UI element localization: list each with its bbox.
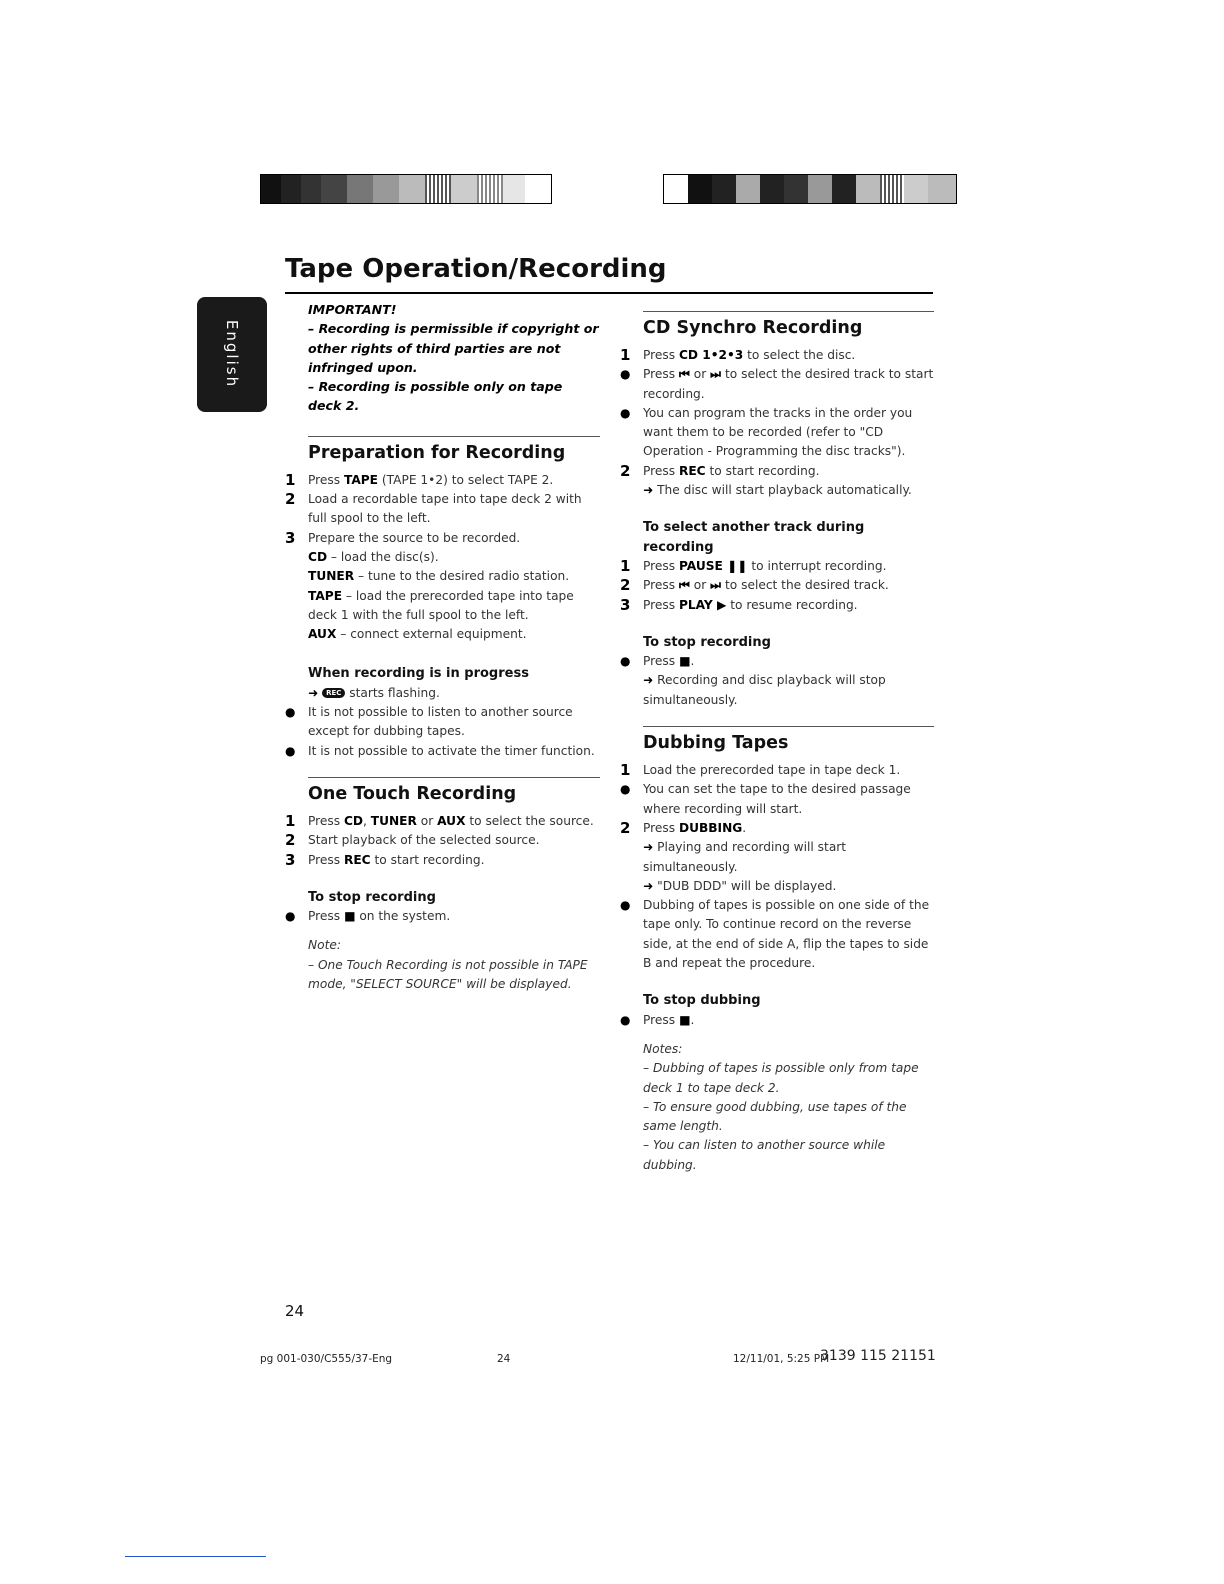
step-number: 2 [285, 831, 296, 850]
step-2 [285, 490, 600, 529]
step-2 [620, 819, 934, 838]
text: – connect external equipment. [336, 627, 527, 642]
bullet-icon: ● [285, 705, 296, 720]
step-number: 1 [620, 761, 631, 780]
step-number: 2 [620, 461, 631, 480]
text: to select the disc. [743, 348, 856, 362]
step-2 [285, 831, 600, 850]
text: – load the disc(s). [327, 549, 439, 564]
text: Press [308, 909, 344, 924]
text: . [690, 654, 695, 669]
text: (TAPE 1•2) to select TAPE 2. [378, 472, 554, 487]
subheading-stop-recording: To stop recording [643, 634, 771, 650]
text: , [363, 813, 371, 828]
bullet-item [620, 652, 934, 671]
bullet-text: You can set the tape to the desired passage where recording will start. [643, 782, 911, 816]
text: or [689, 367, 711, 382]
key-label: AUX [437, 813, 466, 828]
step-number: 3 [620, 595, 631, 614]
arrow-icon: ➜ [643, 483, 654, 498]
previous-track-icon: ⏮ [678, 578, 690, 593]
notes-title: Notes: [643, 1041, 683, 1056]
arrow-result [308, 684, 600, 703]
subheading-select-another-track: To select another track during recording [643, 520, 865, 555]
next-track-icon: ⏭ [710, 367, 722, 382]
section-title-one-touch: One Touch Recording [308, 783, 517, 804]
text: Press [643, 578, 679, 593]
step-1 [620, 346, 934, 365]
rec-icon: REC [322, 688, 345, 698]
bullet-item [620, 404, 934, 462]
note-text: – Dubbing of tapes is possible only from tape deck 1 to tape deck 2. [643, 1061, 919, 1095]
key-label: REC [343, 852, 371, 867]
right-column [620, 300, 934, 1175]
bullet-icon: ● [620, 898, 631, 913]
step-3 [620, 596, 934, 615]
step-2 [620, 576, 934, 595]
subheading-recording-progress: When recording is in progress [308, 666, 529, 682]
note-text: – You can listen to another source while dubbing. [643, 1138, 886, 1172]
bottom-link-line [125, 1556, 266, 1557]
bullet-item [285, 703, 600, 742]
text: to resume recording. [726, 597, 858, 612]
note-text: – One Touch Recording is not possible in TAPE mode, "SELECT SOURCE" will be displayed. [308, 957, 588, 992]
text: Press [643, 348, 679, 362]
text: to start recording. [705, 463, 820, 478]
text: The disc will start playback automatically. [657, 483, 912, 498]
arrow-result [643, 481, 934, 500]
step-text: Load the prerecorded tape in tape deck 1. [643, 763, 901, 778]
text: Press [643, 1012, 679, 1027]
step-1 [285, 471, 600, 490]
footer-date: 12/11/01, 5:25 PM [733, 1353, 830, 1365]
text: Press [308, 472, 344, 487]
text: Press [308, 813, 344, 828]
step-1 [620, 557, 934, 576]
left-column [285, 300, 600, 994]
page-number: 24 [285, 1302, 305, 1320]
bullet-item [620, 1011, 934, 1030]
key-label: TAPE [343, 472, 379, 487]
bullet-icon: ● [620, 1012, 631, 1027]
section-rule [643, 311, 934, 312]
key-label: TAPE [308, 588, 343, 603]
important-note-1: – Recording is permissible if copyright or other rights of third parties are not infringed upon. [308, 321, 599, 375]
step-3 [285, 529, 600, 548]
previous-track-icon: ⏮ [678, 367, 690, 382]
step-number: 1 [285, 470, 296, 489]
step-text: Load a recordable tape into tape deck 2 with full spool to the left. [308, 492, 582, 526]
key-label: CD [343, 813, 364, 828]
language-tab [197, 297, 267, 412]
bullet-item [620, 365, 934, 404]
arrow-result [643, 838, 934, 877]
text: Press [643, 597, 679, 612]
note-title: Note: [308, 938, 341, 953]
language-tab-label: English [223, 319, 241, 389]
text: to select the source. [465, 813, 594, 828]
arrow-icon: ➜ [308, 685, 319, 700]
page-title: Tape Operation/Recording [285, 254, 667, 284]
key-label: AUX [308, 627, 337, 642]
text: – load the prerecorded tape into tape deck 1 with the full spool to the left. [308, 588, 574, 622]
stop-icon: ■ [678, 1012, 691, 1027]
bullet-item [620, 780, 934, 819]
bullet-item [285, 907, 600, 926]
bullet-icon: ● [620, 367, 631, 382]
section-title-cd-synchro: CD Synchro Recording [643, 318, 863, 338]
step-number: 3 [285, 850, 296, 869]
key-label: CD [308, 549, 328, 564]
key-label: REC [678, 463, 706, 478]
text: – tune to the desired radio station. [354, 569, 570, 584]
bullet-icon: ● [620, 405, 631, 420]
bullet-text: Dubbing of tapes is possible on one side of the tape only. To continue record on the reverse side, at the end of side A, flip the tapes to side B and repeat the procedure. [643, 898, 930, 971]
step-number: 1 [620, 556, 631, 575]
next-track-icon: ⏭ [710, 578, 722, 593]
step-text: Start playback of the selected source. [308, 833, 540, 848]
title-rule [285, 292, 933, 294]
text: Press [308, 852, 344, 867]
arrow-icon: ➜ [643, 673, 654, 688]
step-2 [620, 462, 934, 481]
bullet-text: It is not possible to activate the timer function. [308, 743, 595, 758]
key-label: DUBBING [678, 820, 743, 835]
bullet-icon: ● [620, 654, 631, 669]
section-rule [643, 726, 934, 727]
footer-code: 3139 115 21151 [820, 1348, 936, 1364]
text: Press [643, 463, 679, 478]
arrow-icon: ➜ [643, 878, 654, 893]
step-text: Prepare the source to be recorded. [308, 530, 521, 545]
text: Press [643, 558, 679, 573]
bullet-item [285, 742, 600, 761]
arrow-result [643, 671, 934, 710]
text: on the system. [355, 909, 451, 924]
text: to select the desired track. [721, 578, 889, 593]
subheading-stop-recording: To stop recording [308, 889, 436, 905]
important-note-2: – Recording is possible only on tape deck 2. [308, 379, 563, 414]
bullet-text: You can program the tracks in the order you want them to be recorded (refer to "CD Operation - Programming the disc tracks"). [643, 405, 913, 459]
text: Press [643, 367, 679, 382]
text: to select the desired track to start recording. [643, 367, 934, 401]
section-title-dubbing: Dubbing Tapes [643, 733, 789, 754]
bullet-item [620, 896, 934, 973]
text: starts flashing. [345, 685, 440, 700]
footer-file: pg 001-030/C555/37-Eng [260, 1353, 393, 1365]
text: or [416, 813, 438, 828]
text: Press [643, 654, 679, 669]
note-text: – To ensure good dubbing, use tapes of the same length. [643, 1099, 907, 1134]
source-cd [308, 548, 600, 567]
step-3 [285, 851, 600, 870]
text: to start recording. [370, 852, 485, 867]
arrow-icon: ➜ [643, 840, 654, 855]
step-number: 1 [620, 346, 631, 364]
bullet-icon: ● [285, 909, 296, 924]
step-number: 1 [285, 811, 296, 830]
section-rule [308, 436, 600, 437]
key-label: TUNER [308, 569, 355, 584]
stop-icon: ■ [343, 909, 356, 924]
important-title: IMPORTANT! [308, 302, 397, 317]
color-bar-left [260, 174, 552, 204]
text: "DUB DDD" will be displayed. [657, 878, 837, 893]
key-label: CD 1•2•3 [678, 348, 744, 362]
step-number: 2 [620, 576, 631, 595]
color-bar-right [663, 174, 957, 204]
footer-page: 24 [497, 1353, 511, 1365]
step-number: 2 [620, 818, 631, 837]
source-aux [308, 625, 600, 644]
step-1 [285, 812, 600, 831]
source-tape [308, 587, 600, 626]
section-title-preparation: Preparation for Recording [308, 442, 566, 463]
step-number: 3 [285, 528, 296, 547]
bullet-icon: ● [285, 743, 296, 758]
step-number: 2 [285, 490, 296, 509]
key-label: PLAY ▶ [678, 597, 727, 612]
text: Recording and disc playback will stop simultaneously. [643, 673, 886, 707]
text: or [689, 578, 711, 593]
bullet-icon: ● [620, 782, 631, 797]
subheading-stop-dubbing: To stop dubbing [643, 993, 761, 1009]
bullet-text: It is not possible to listen to another source except for dubbing tapes. [308, 705, 573, 739]
stop-icon: ■ [678, 654, 691, 669]
source-tuner [308, 567, 600, 586]
section-rule [308, 777, 600, 778]
step-1 [620, 761, 934, 780]
text: . [690, 1012, 695, 1027]
key-label: TUNER [370, 813, 417, 828]
text: . [742, 820, 747, 835]
text: Press [643, 820, 679, 835]
key-label: PAUSE ❚❚ [678, 558, 748, 573]
arrow-result [643, 877, 934, 896]
text: Playing and recording will start simultaneously. [643, 840, 847, 874]
text: to interrupt recording. [747, 558, 887, 573]
